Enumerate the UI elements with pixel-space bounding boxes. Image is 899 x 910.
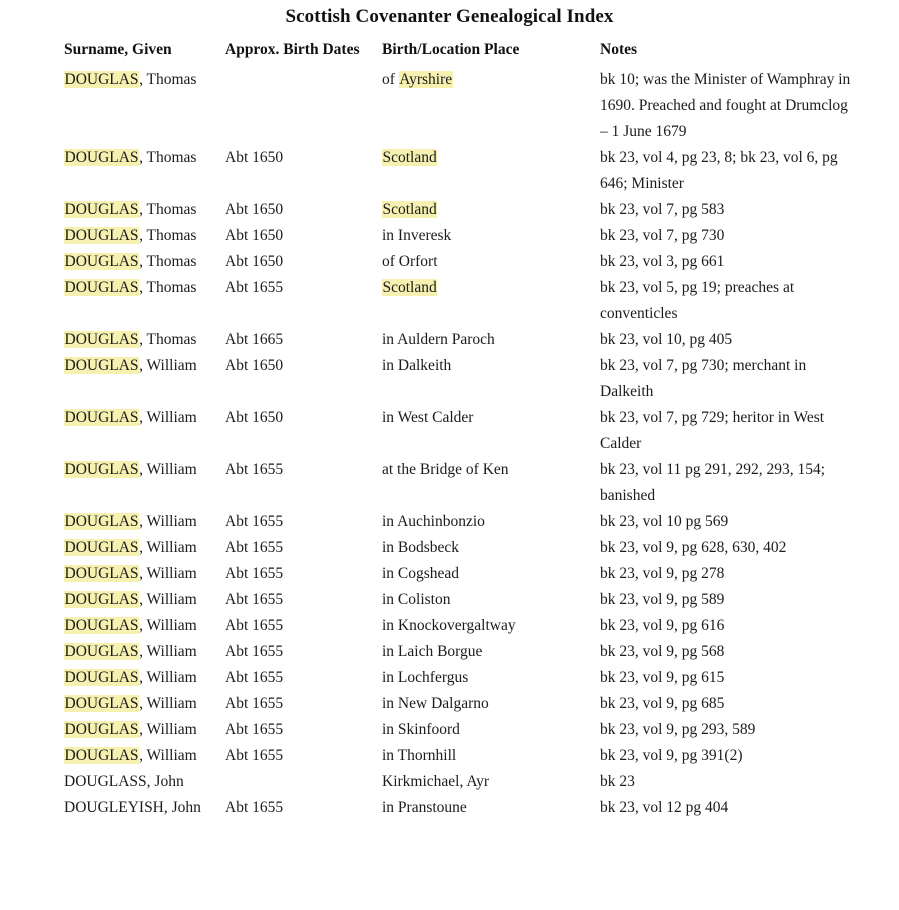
cell-surname-given — [64, 275, 225, 301]
place-prefix-text: of Orfort — [382, 253, 438, 270]
surname-text: , William — [139, 643, 197, 660]
cell-notes: bk 23, vol 9, pg 615 — [600, 669, 725, 686]
genealogy-table — [64, 41, 864, 821]
place-prefix-text: in Cogshead — [382, 565, 460, 582]
cell-surname-given — [64, 223, 225, 249]
place-prefix-text: in Auldern Paroch — [382, 331, 495, 348]
cell-birth-place — [382, 717, 600, 743]
cell-birth-place — [382, 353, 600, 379]
cell-notes: bk 23, vol 7, pg 730; merchant in Dalkeith — [600, 357, 807, 400]
column-header-surname: Surname, Given — [64, 41, 172, 58]
surname-text: , William — [139, 565, 197, 582]
cell-birth-place — [382, 327, 600, 353]
surname-text: DOUGLASS, John — [64, 773, 184, 790]
table-row — [64, 353, 864, 405]
table-row — [64, 613, 864, 639]
cell-birth-place — [382, 795, 600, 821]
table-row — [64, 509, 864, 535]
search-highlight: Scotland — [382, 149, 437, 166]
place-prefix-text: in Thornhill — [382, 747, 457, 764]
search-highlight: DOUGLAS — [64, 513, 139, 530]
cell-notes: bk 23, vol 10, pg 405 — [600, 331, 733, 348]
cell-notes: bk 23, vol 11 pg 291, 292, 293, 154; banished — [600, 461, 826, 504]
cell-birth-place — [382, 613, 600, 639]
cell-surname-given — [64, 405, 225, 431]
cell-notes: bk 23, vol 10 pg 569 — [600, 513, 729, 530]
cell-birth-place — [382, 275, 600, 301]
table-row — [64, 67, 864, 145]
cell-notes: bk 23, vol 9, pg 278 — [600, 565, 725, 582]
table-row — [64, 665, 864, 691]
surname-text: , Thomas — [139, 253, 197, 270]
place-prefix-text: in Laich Borgue — [382, 643, 483, 660]
cell-birth-date: Abt 1665 — [225, 331, 284, 348]
table-row — [64, 769, 864, 795]
place-prefix-text: at the Bridge of Ken — [382, 461, 509, 478]
cell-birth-place — [382, 639, 600, 665]
table-row — [64, 223, 864, 249]
cell-notes: bk 23, vol 9, pg 589 — [600, 591, 725, 608]
cell-birth-date: Abt 1650 — [225, 201, 284, 218]
cell-notes: bk 10; was the Minister of Wamphray in 1690. Preached and fought at Drumclog – 1 June 1679 — [600, 71, 851, 140]
cell-surname-given — [64, 327, 225, 353]
cell-birth-date: Abt 1655 — [225, 799, 284, 816]
column-header-notes: Notes — [600, 41, 638, 58]
surname-text: , William — [139, 591, 197, 608]
cell-birth-date: Abt 1650 — [225, 409, 284, 426]
surname-text: , Thomas — [139, 331, 197, 348]
table-row — [64, 275, 864, 327]
search-highlight: DOUGLAS — [64, 227, 139, 244]
search-highlight: DOUGLAS — [64, 357, 139, 374]
cell-surname-given — [64, 691, 225, 717]
search-highlight: DOUGLAS — [64, 565, 139, 582]
cell-birth-date: Abt 1650 — [225, 149, 284, 166]
place-prefix-text: in Coliston — [382, 591, 451, 608]
surname-text: DOUGLEYISH, John — [64, 799, 201, 816]
place-prefix-text: in Auchinbonzio — [382, 513, 485, 530]
cell-surname-given — [64, 457, 225, 483]
cell-surname-given — [64, 743, 225, 769]
cell-birth-place — [382, 743, 600, 769]
table-row — [64, 587, 864, 613]
place-prefix-text: in New Dalgarno — [382, 695, 489, 712]
table-header-row — [64, 41, 864, 59]
cell-birth-place — [382, 769, 600, 795]
search-highlight: Scotland — [382, 201, 437, 218]
cell-surname-given — [64, 535, 225, 561]
cell-birth-place — [382, 665, 600, 691]
table-row — [64, 197, 864, 223]
table-row — [64, 457, 864, 509]
cell-birth-place — [382, 405, 600, 431]
table-row — [64, 743, 864, 769]
search-highlight: DOUGLAS — [64, 591, 139, 608]
table-row — [64, 405, 864, 457]
table-row — [64, 145, 864, 197]
cell-notes: bk 23, vol 7, pg 729; heritor in West Calder — [600, 409, 825, 452]
cell-surname-given — [64, 665, 225, 691]
cell-birth-place — [382, 691, 600, 717]
cell-birth-place — [382, 509, 600, 535]
surname-text: , William — [139, 617, 197, 634]
cell-surname-given — [64, 769, 225, 795]
cell-birth-date: Abt 1650 — [225, 227, 284, 244]
cell-birth-date: Abt 1655 — [225, 643, 284, 660]
search-highlight: DOUGLAS — [64, 617, 139, 634]
table-row — [64, 639, 864, 665]
surname-text: , William — [139, 409, 197, 426]
cell-birth-date: Abt 1655 — [225, 721, 284, 738]
table-row — [64, 795, 864, 821]
column-header-birth-place: Birth/Location Place — [382, 41, 520, 58]
cell-notes: bk 23, vol 9, pg 685 — [600, 695, 725, 712]
surname-text: , William — [139, 721, 197, 738]
place-prefix-text: Kirkmichael, Ayr — [382, 773, 490, 790]
cell-birth-date: Abt 1650 — [225, 253, 284, 270]
cell-birth-date: Abt 1655 — [225, 513, 284, 530]
surname-text: , William — [139, 539, 197, 556]
table-row — [64, 535, 864, 561]
cell-birth-date: Abt 1655 — [225, 539, 284, 556]
cell-birth-place — [382, 67, 600, 93]
surname-text: , William — [139, 747, 197, 764]
cell-notes: bk 23, vol 9, pg 616 — [600, 617, 725, 634]
cell-birth-place — [382, 145, 600, 171]
search-highlight: DOUGLAS — [64, 253, 139, 270]
cell-birth-date: Abt 1655 — [225, 591, 284, 608]
table-row — [64, 717, 864, 743]
cell-notes: bk 23, vol 7, pg 583 — [600, 201, 725, 218]
cell-surname-given — [64, 587, 225, 613]
table-row — [64, 561, 864, 587]
surname-text: , Thomas — [139, 149, 197, 166]
surname-text: , Thomas — [139, 227, 197, 244]
search-highlight: DOUGLAS — [64, 643, 139, 660]
surname-text: , William — [139, 669, 197, 686]
surname-text: , William — [139, 357, 197, 374]
cell-surname-given — [64, 561, 225, 587]
cell-surname-given — [64, 509, 225, 535]
page-title: Scottish Covenanter Genealogical Index — [285, 6, 614, 27]
surname-text: , William — [139, 695, 197, 712]
search-highlight: DOUGLAS — [64, 695, 139, 712]
surname-text: , Thomas — [139, 279, 197, 296]
place-prefix-text: in Inveresk — [382, 227, 452, 244]
cell-birth-place — [382, 249, 600, 275]
cell-surname-given — [64, 353, 225, 379]
surname-text: , Thomas — [139, 201, 197, 218]
cell-notes: bk 23, vol 9, pg 391(2) — [600, 747, 743, 764]
column-header-birth-dates: Approx. Birth Dates — [225, 41, 360, 58]
cell-birth-date: Abt 1650 — [225, 357, 284, 374]
cell-notes: bk 23, vol 9, pg 628, 630, 402 — [600, 539, 787, 556]
cell-surname-given — [64, 145, 225, 171]
search-highlight: Scotland — [382, 279, 437, 296]
table-row — [64, 327, 864, 353]
search-highlight: DOUGLAS — [64, 669, 139, 686]
surname-text: , William — [139, 461, 197, 478]
place-prefix-text: of — [382, 71, 399, 88]
surname-text: , Thomas — [139, 71, 197, 88]
cell-birth-date: Abt 1655 — [225, 461, 284, 478]
surname-text: , William — [139, 513, 197, 530]
cell-surname-given — [64, 717, 225, 743]
cell-surname-given — [64, 67, 225, 93]
cell-birth-date: Abt 1655 — [225, 747, 284, 764]
search-highlight: DOUGLAS — [64, 71, 139, 88]
cell-notes: bk 23, vol 4, pg 23, 8; bk 23, vol 6, pg 646; Minister — [600, 149, 838, 192]
search-highlight: DOUGLAS — [64, 201, 139, 218]
place-prefix-text: in Skinfoord — [382, 721, 460, 738]
search-highlight: DOUGLAS — [64, 461, 139, 478]
cell-birth-place — [382, 223, 600, 249]
cell-notes: bk 23, vol 9, pg 568 — [600, 643, 725, 660]
cell-notes: bk 23, vol 3, pg 661 — [600, 253, 725, 270]
search-highlight: DOUGLAS — [64, 331, 139, 348]
cell-surname-given — [64, 639, 225, 665]
cell-surname-given — [64, 249, 225, 275]
cell-birth-date: Abt 1655 — [225, 617, 284, 634]
table-row — [64, 691, 864, 717]
table-row — [64, 249, 864, 275]
place-prefix-text: in Knockovergaltway — [382, 617, 516, 634]
cell-birth-date: Abt 1655 — [225, 565, 284, 582]
cell-birth-date: Abt 1655 — [225, 695, 284, 712]
cell-notes: bk 23, vol 7, pg 730 — [600, 227, 725, 244]
place-prefix-text: in West Calder — [382, 409, 474, 426]
table-body — [64, 67, 864, 821]
cell-birth-place — [382, 457, 600, 483]
cell-notes: bk 23, vol 12 pg 404 — [600, 799, 729, 816]
cell-notes: bk 23, vol 9, pg 293, 589 — [600, 721, 756, 738]
cell-birth-place — [382, 587, 600, 613]
cell-notes: bk 23, vol 5, pg 19; preaches at conventicles — [600, 279, 795, 322]
cell-notes: bk 23 — [600, 773, 635, 790]
cell-birth-date: Abt 1655 — [225, 279, 284, 296]
cell-birth-place — [382, 197, 600, 223]
cell-birth-place — [382, 561, 600, 587]
search-highlight: DOUGLAS — [64, 721, 139, 738]
cell-surname-given — [64, 613, 225, 639]
place-prefix-text: in Dalkeith — [382, 357, 452, 374]
cell-birth-place — [382, 535, 600, 561]
cell-surname-given — [64, 795, 225, 821]
search-highlight: DOUGLAS — [64, 279, 139, 296]
search-highlight: DOUGLAS — [64, 149, 139, 166]
place-prefix-text: in Pranstoune — [382, 799, 467, 816]
search-highlight: DOUGLAS — [64, 409, 139, 426]
cell-surname-given — [64, 197, 225, 223]
place-prefix-text: in Lochfergus — [382, 669, 469, 686]
search-highlight: Ayrshire — [399, 71, 453, 88]
search-highlight: DOUGLAS — [64, 747, 139, 764]
search-highlight: DOUGLAS — [64, 539, 139, 556]
cell-birth-date: Abt 1655 — [225, 669, 284, 686]
place-prefix-text: in Bodsbeck — [382, 539, 460, 556]
